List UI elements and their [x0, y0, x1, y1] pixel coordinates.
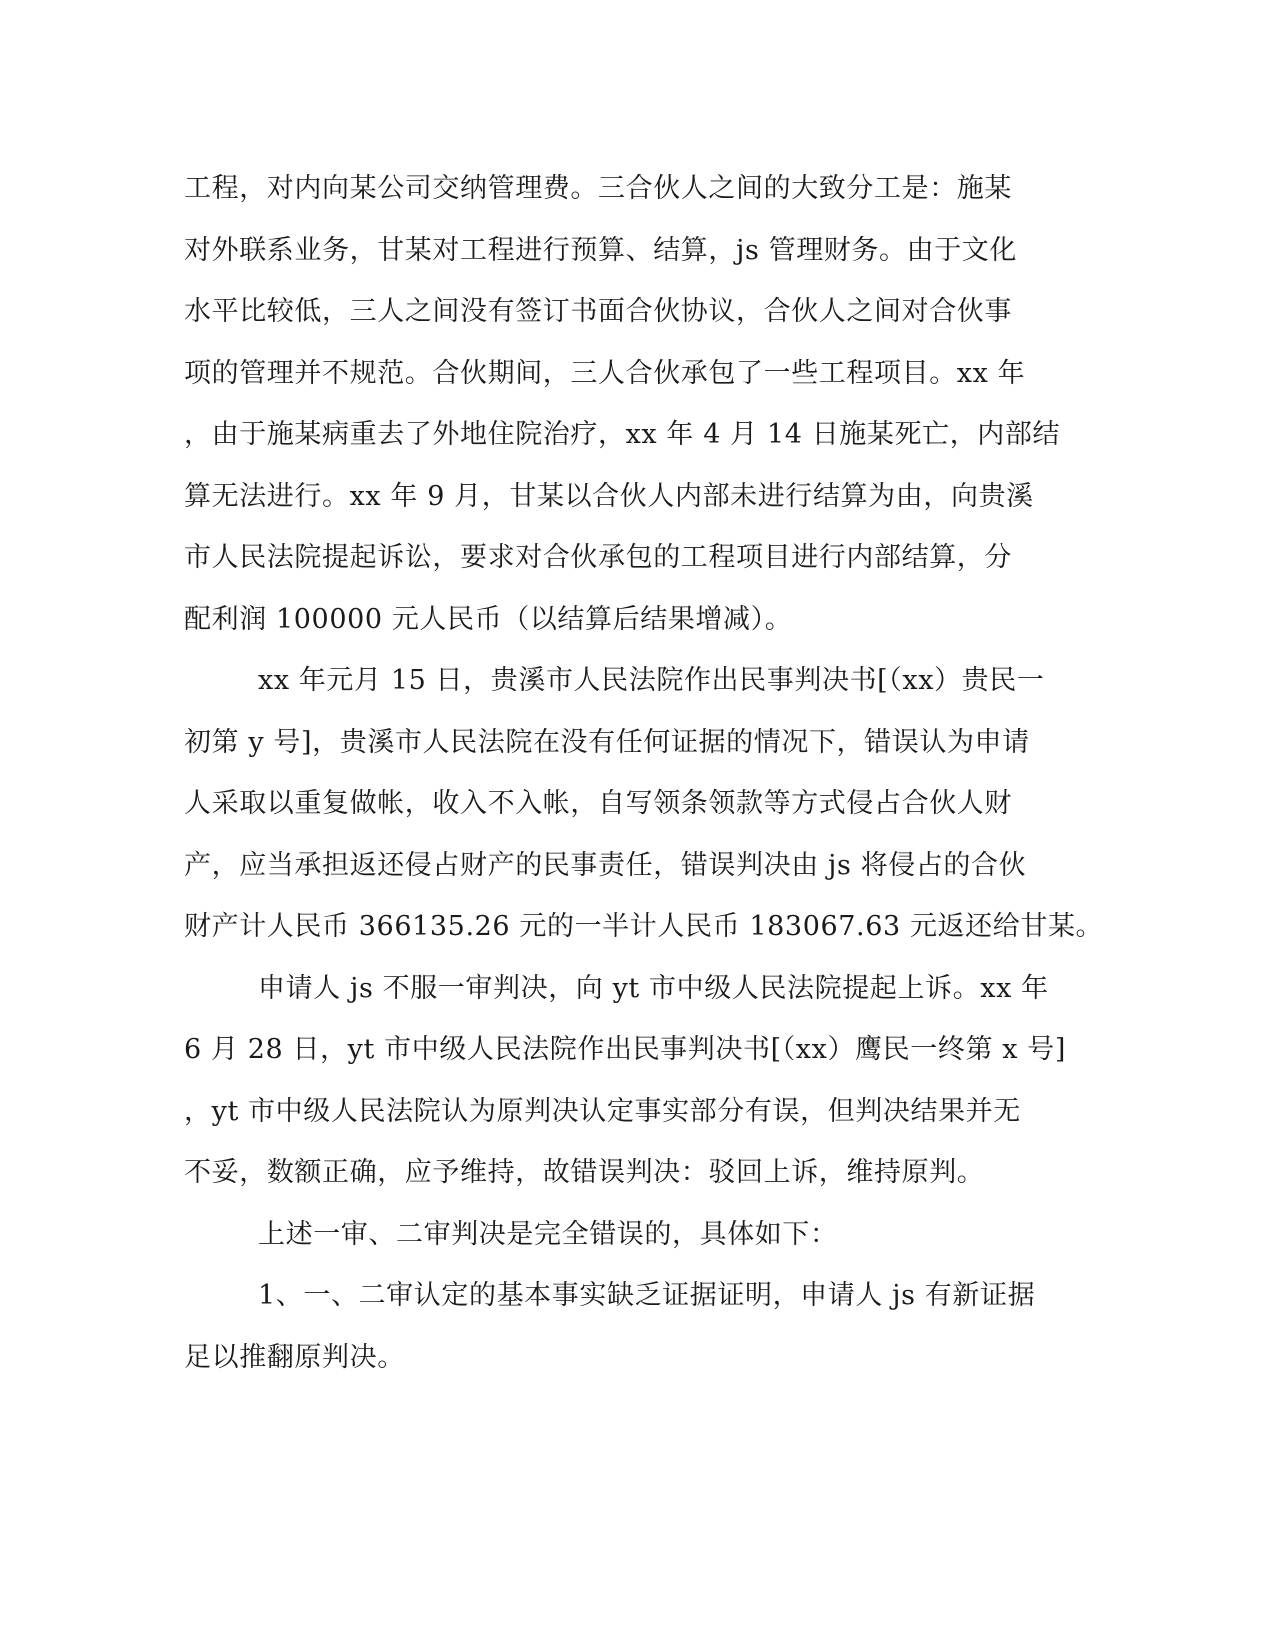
- text-line: ，由于施某病重去了外地住院治疗，xx 年 4 月 14 日施某死亡，内部结: [184, 419, 1061, 450]
- text-line: 配利润 100000 元人民币（以结算后结果增减）。: [184, 603, 793, 635]
- paragraph-start-line: 申请人 js 不服一审判决，向 yt 市中级人民法院提起上诉。xx 年: [258, 972, 1049, 1004]
- text-line: 算无法进行。xx 年 9 月，甘某以合伙人内部未进行结算为由，向贵溪: [184, 480, 1034, 512]
- text-line: 财产计人民币 366135.26 元的一半计人民币 183067.63 元返还给甘某。: [184, 911, 1104, 942]
- text-line: 6 月 28 日，yt 市中级人民法院作出民事判决书[（xx）鹰民一终第 x 号]: [184, 1034, 1066, 1065]
- paragraph-start-line: 上述一审、二审判决是完全错误的，具体如下：: [258, 1218, 838, 1250]
- text-line: 足以推翻原判决。: [184, 1341, 405, 1373]
- paragraph-start-line: 1、一、二审认定的基本事实缺乏证据证明，申请人 js 有新证据: [258, 1280, 1036, 1311]
- text-line: 人采取以重复做帐，收入不入帐，自写领条领款等方式侵占合伙人财: [184, 788, 1012, 819]
- text-line: 初第 y 号]，贵溪市人民法院在没有任何证据的情况下，错误认为申请: [184, 726, 1030, 758]
- text-line: 产，应当承担返还侵占财产的民事责任，错误判决由 js 将侵占的合伙: [184, 849, 1027, 881]
- text-line: ，yt 市中级人民法院认为原判决认定事实部分有误，但判决结果并无: [184, 1095, 1021, 1127]
- text-line: 对外联系业务，甘某对工程进行预算、结算，js 管理财务。由于文化: [184, 234, 1018, 266]
- paragraph-start-line: xx 年元月 15 日，贵溪市人民法院作出民事判决书[（xx）贵民一: [258, 665, 1045, 696]
- text-line: 工程，对内向某公司交纳管理费。三合伙人之间的大致分工是：施某: [184, 173, 1012, 204]
- text-line: 项的管理并不规范。合伙期间，三人合伙承包了一些工程项目。xx 年: [184, 357, 1026, 389]
- document-body: [184, 158, 1104, 1388]
- text-line: 市人民法院提起诉讼，要求对合伙承包的工程项目进行内部结算，分: [184, 542, 1012, 573]
- text-line: 水平比较低，三人之间没有签订书面合伙协议，合伙人之间对合伙事: [184, 296, 1012, 327]
- text-line: 不妥，数额正确，应予维持，故错误判决：驳回上诉，维持原判。: [184, 1157, 985, 1188]
